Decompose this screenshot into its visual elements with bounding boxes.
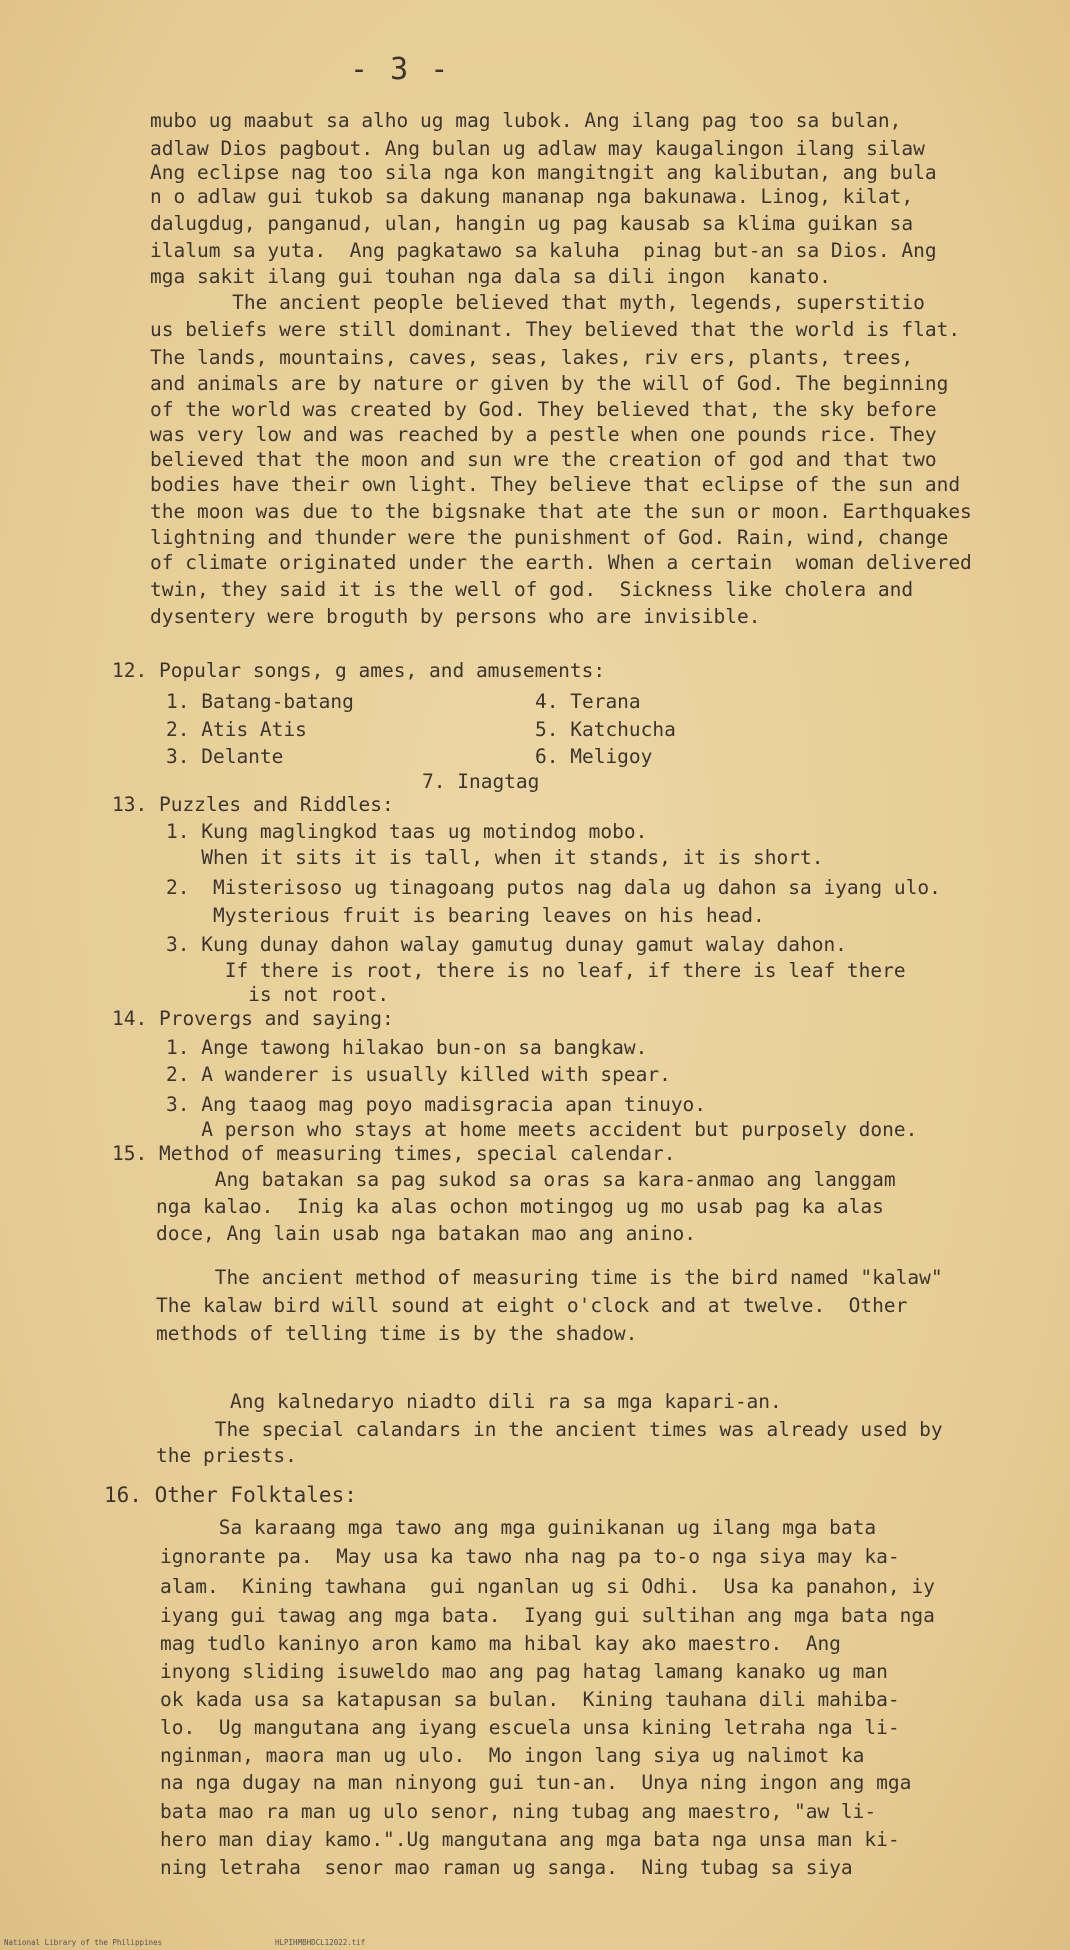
riddle-line: When it sits it is tall, when it stands, it is short.	[166, 846, 824, 869]
cebuano-intro-line: dalugdug, panganud, ulan, hangin ug pag kausab sa klima guikan sa	[150, 212, 914, 235]
cebuano-intro-line: ilalum sa yuta. Ang pagkatawo sa kaluha pinag but-an sa Dios. Ang	[150, 239, 937, 262]
time-english-line: methods of telling time is by the shadow.	[156, 1322, 638, 1345]
section-16-heading: 16. Other Folktales:	[104, 1483, 357, 1507]
proverb-line: 2. A wanderer is usually killed with spear.	[166, 1063, 671, 1086]
english-intro-line: us beliefs were still dominant. They believed that the world is flat.	[150, 318, 961, 341]
folktale-line: ignorante pa. May usa ka tawo nha nag pa to-o nga siya may ka-	[160, 1545, 900, 1568]
riddle-line: Mysterious fruit is bearing leaves on his head.	[166, 904, 765, 927]
time-english-line: The kalaw bird will sound at eight o'clock and at twelve. Other	[156, 1294, 908, 1317]
game-item: 1. Batang-batang	[166, 690, 354, 713]
english-intro-line: lightning and thunder were the punishment of God. Rain, wind, change	[150, 526, 949, 549]
footer-library-name: National Library of the Philippines	[4, 1938, 163, 1947]
cebuano-intro-line: mubo ug maabut sa alho ug mag lubok. Ang ilang pag too sa bulan,	[150, 109, 902, 132]
english-intro-line: bodies have their own light. They believe that eclipse of the sun and	[150, 473, 961, 496]
english-intro-line: The ancient people believed that myth, legends, superstitio	[150, 291, 925, 314]
english-intro-line: twin, they said it is the well of god. Sickness like cholera and	[150, 578, 914, 601]
folktale-line: mag tudlo kaninyo aron kamo ma hibal kay ako maestro. Ang	[160, 1632, 841, 1655]
riddle-line: is not root.	[166, 983, 390, 1006]
folktale-line: lo. Ug mangutana ang iyang escuela unsa kining letraha nga li-	[160, 1716, 900, 1739]
cebuano-intro-line: Ang eclipse nag too sila nga kon mangitngit ang kalibutan, ang bula	[150, 161, 937, 184]
calendar-cebuano-line: Ang kalnedaryo niadto dili ra sa mga kapari-an.	[230, 1390, 782, 1413]
time-cebuano-line: Ang batakan sa pag sukod sa oras sa kara-anmao ang langgam	[156, 1168, 896, 1191]
footer-filename: HLPIHMBHDCL12022.tif	[275, 1938, 366, 1947]
cebuano-intro-line: n o adlaw gui tukob sa dakung mananap nga bakunawa. Linog, kilat,	[150, 185, 914, 208]
folktale-line: inyong sliding isuweldo mao ang pag hatag lamang kanako ug man	[160, 1660, 888, 1683]
folktale-line: bata mao ra man ug ulo senor, ning tubag ang maestro, "aw li-	[160, 1800, 877, 1823]
calendar-english-line: The special calandars in the ancient times was already used by	[156, 1418, 943, 1441]
folktale-line: na nga dugay na man ninyong gui tun-an. Unya ning ingon ang mga	[160, 1771, 912, 1794]
folktale-line: iyang gui tawag ang mga bata. Iyang gui sultihan ang mga bata nga	[160, 1604, 935, 1627]
folktale-line: hero man diay kamo.".Ug mangutana ang mga bata nga unsa man ki-	[160, 1828, 900, 1851]
folktale-line: Sa karaang mga tawo ang mga guinikanan ug ilang mga bata	[160, 1516, 877, 1539]
folktale-line: nginman, maora man ug ulo. Mo ingon lang siya ug nalimot ka	[160, 1744, 865, 1767]
time-cebuano-line: doce, Ang lain usab nga batakan mao ang anino.	[156, 1222, 697, 1245]
game-item: 4. Terana	[535, 690, 641, 713]
section-13-heading: 13. Puzzles and Riddles:	[112, 793, 394, 816]
english-intro-line: the moon was due to the bigsnake that ate the sun or moon. Earthquakes	[150, 500, 972, 523]
calendar-english-line: the priests.	[156, 1444, 297, 1467]
folktale-line: ok kada usa sa katapusan sa bulan. Kining tauhana dili mahiba-	[160, 1688, 900, 1711]
riddle-line: 2. Misterisoso ug tinagoang putos nag dala ug dahon sa iyang ulo.	[166, 876, 941, 899]
english-intro-line: The lands, mountains, caves, seas, lakes, riv ers, plants, trees,	[150, 346, 914, 369]
game-item: 7. Inagtag	[422, 770, 540, 793]
time-cebuano-line: nga kalao. Inig ka alas ochon motingog ug mo usab pag ka alas	[156, 1195, 884, 1218]
cebuano-intro-line: mga sakit ilang gui touhan nga dala sa dili ingon kanato.	[150, 265, 831, 288]
game-item: 3. Delante	[166, 745, 284, 768]
folktale-line: alam. Kining tawhana gui nganlan ug si Odhi. Usa ka panahon, iy	[160, 1575, 935, 1598]
section-14-heading: 14. Provergs and saying:	[112, 1007, 394, 1030]
section-15-heading: 15. Method of measuring times, special calendar.	[112, 1142, 676, 1165]
game-item: 6. Meligoy	[535, 745, 653, 768]
section-12-heading: 12. Popular songs, g ames, and amusements:	[112, 659, 606, 682]
game-item: 2. Atis Atis	[166, 718, 307, 741]
proverb-line: 3. Ang taaog mag poyo madisgracia apan tinuyo.	[166, 1093, 707, 1116]
time-english-line: The ancient method of measuring time is the bird named "kalaw"	[156, 1266, 943, 1289]
page-number: - 3 -	[350, 52, 451, 87]
riddle-line: 1. Kung maglingkod taas ug motindog mobo.	[166, 820, 648, 843]
english-intro-line: believed that the moon and sun wre the creation of god and that two	[150, 448, 937, 471]
english-intro-line: dysentery were broguth by persons who are invisible.	[150, 605, 761, 628]
english-intro-line: was very low and was reached by a pestle when one pounds rice. They	[150, 423, 937, 446]
proverb-line: A person who stays at home meets accident but purposely done.	[166, 1118, 918, 1141]
english-intro-line: of climate originated under the earth. When a certain woman delivered	[150, 551, 972, 574]
riddle-line: 3. Kung dunay dahon walay gamutug dunay gamut walay dahon.	[166, 933, 847, 956]
proverb-line: 1. Ange tawong hilakao bun-on sa bangkaw.	[166, 1036, 648, 1059]
riddle-line: If there is root, there is no leaf, if there is leaf there	[166, 959, 906, 982]
folktale-line: ning letraha senor mao raman ug sanga. Ning tubag sa siya	[160, 1856, 853, 1879]
cebuano-intro-line: adlaw Dios pagbout. Ang bulan ug adlaw may kaugalingon ilang silaw	[150, 137, 925, 160]
english-intro-line: of the world was created by God. They believed that, the sky before	[150, 398, 937, 421]
english-intro-line: and animals are by nature or given by the will of God. The beginning	[150, 372, 949, 395]
game-item: 5. Katchucha	[535, 718, 676, 741]
